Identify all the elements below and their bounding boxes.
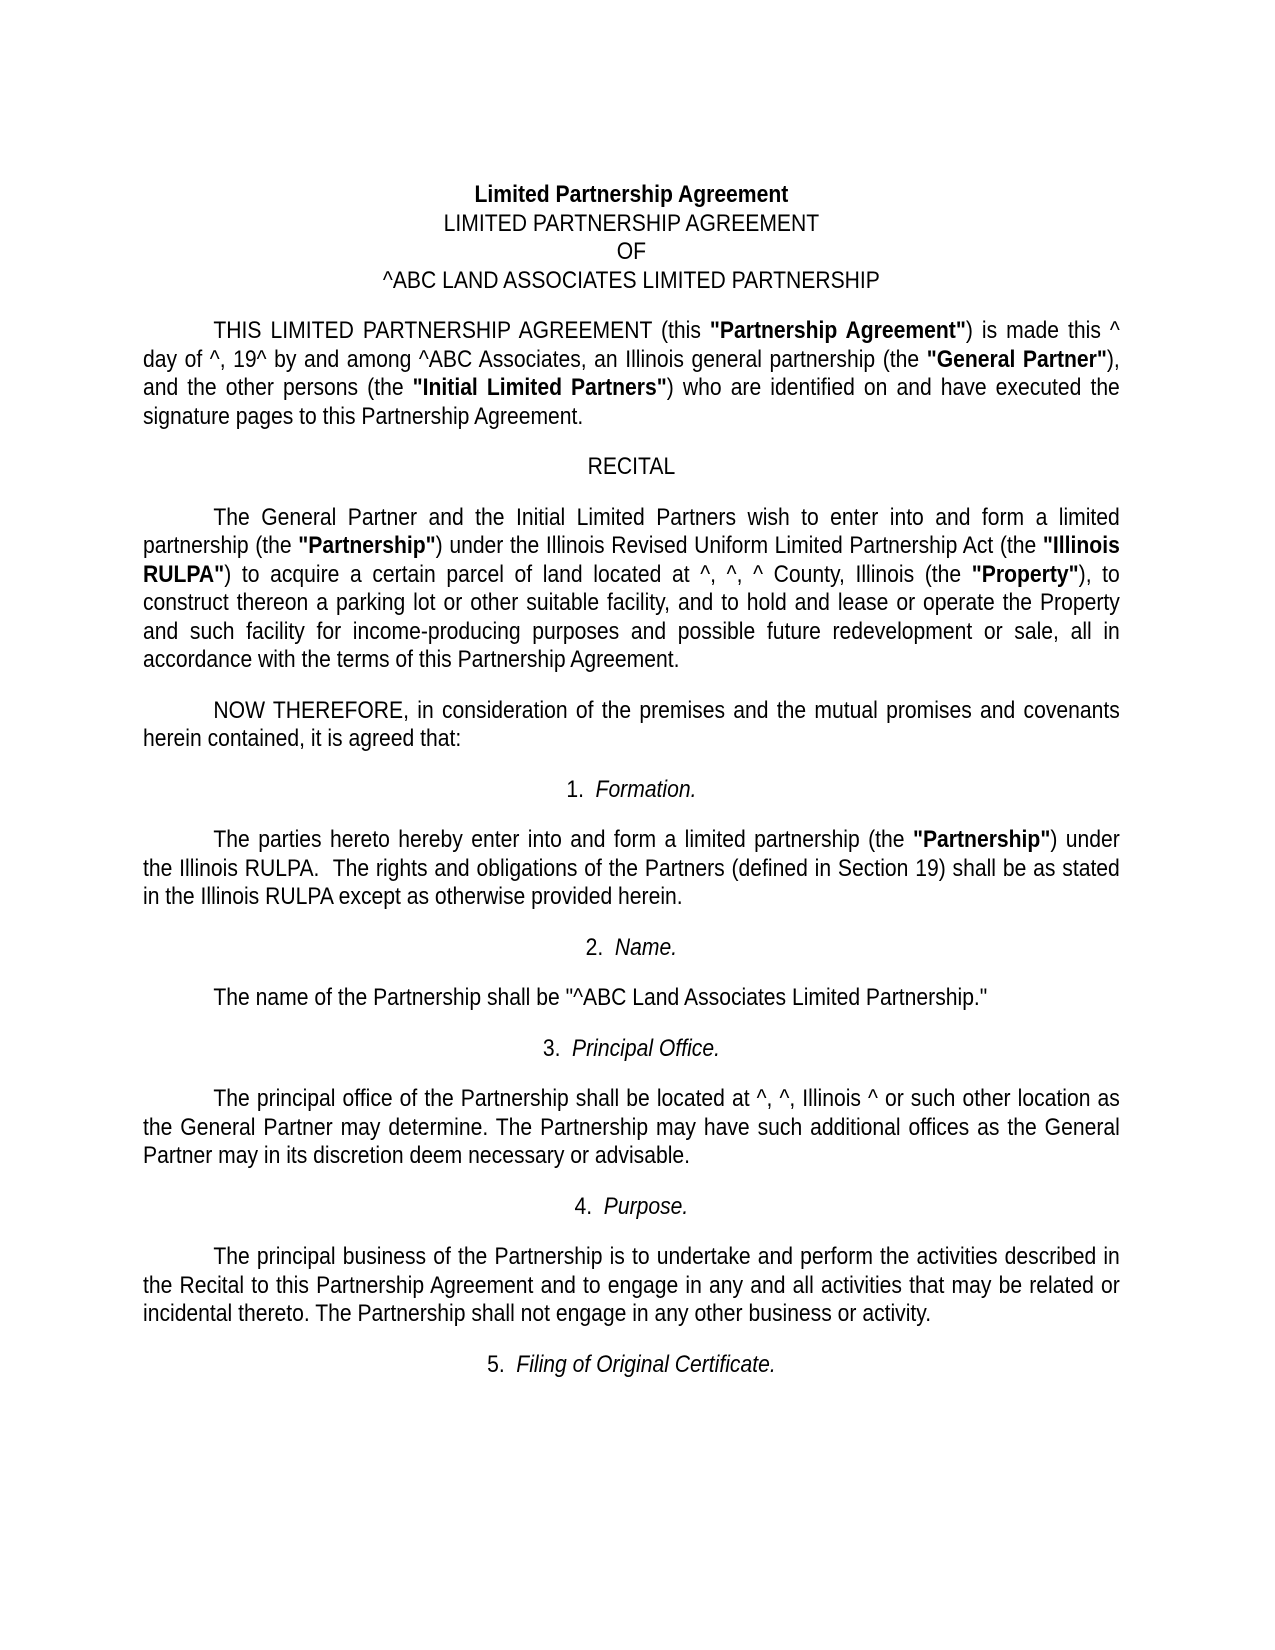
paragraph-name [143,984,1120,1013]
title-line-entity: ^ABC LAND ASSOCIATES LIMITED PARTNERSHIP [382,266,880,294]
paragraph-text: ) under the Illinois Revised Uniform Limited Partnership Act (the [435,532,1043,559]
paragraph-text: NOW THEREFORE, in consideration of the premises and the mutual promises and covenants herein contained, it is agreed that: [143,696,1120,752]
paragraph-text: The principal business of the Partnership is to undertake and perform the activities described in the Recital to this Partnership Agreement and to engage in any and all activities that may be related or incidental thereto. The Partnership shall not engage in any other business or activity. [143,1243,1120,1327]
paragraph-recital [143,504,1120,675]
section-title: Purpose. [603,1192,689,1220]
section-number: 3. [542,1034,561,1062]
defined-term: "Partnership" [298,532,436,559]
section-title: Formation. [595,775,697,803]
defined-term: "Partnership" [912,826,1051,853]
section-heading-principal-office [143,1035,1120,1064]
paragraph-text: ), to construct thereon a parking lot or other suitable facility, and to hold and lease or operate the Property and such facility for income-producing purposes and possible future redevelopment or sale, all in accordance with the terms of this Partnership Agreement. [143,560,1120,673]
defined-term: "Illinois RULPA" [143,532,1120,588]
paragraph-text: The principal office of the Partnership shall be located at ^, ^, Illinois ^ or such other location as the General Partner may determine. The Partnership may have such additional offices as the General Partner may in its discretion deem necessary or advisable. [143,1085,1120,1169]
section-title: Name. [614,933,678,961]
section-heading-formation [143,776,1120,805]
paragraph-purpose [143,1243,1120,1329]
paragraph-intro [143,317,1120,431]
paragraph-text: ) who are identified on and have executed the signature pages to this Partnership Agreement. [143,374,1120,430]
title-line-agreement: LIMITED PARTNERSHIP AGREEMENT [443,209,820,237]
paragraph-text: ), and the other persons (the [143,345,1120,401]
section-number: 2. [585,933,604,961]
section-heading-name [143,934,1120,963]
section-heading-filing-of-original-certificate [143,1351,1120,1380]
recital-heading: RECITAL [587,453,676,480]
paragraph-text: The General Partner and the Initial Limited Partners wish to enter into and form a limited partnership (the [143,503,1120,559]
paragraph-text: The parties hereto hereby enter into and form a limited partnership (the [213,826,913,853]
paragraph-text: ) under the Illinois RULPA. The rights and obligations of the Partners (defined in Section 19) shall be as stated in the Illinois RULPA except as otherwise provided herein. [143,826,1120,910]
section-number: 1. [566,775,584,803]
section-heading-purpose [143,1193,1120,1222]
document-content [143,181,1120,1379]
defined-term: "Initial Limited Partners" [412,374,667,401]
paragraph-text: ) is made this ^ day of ^, 19^ by and among ^ABC Associates, an Illinois general partnership (the [143,317,1120,373]
section-number: 5. [487,1350,505,1378]
defined-term: "Partnership Agreement" [709,317,966,344]
paragraph-text: THIS LIMITED PARTNERSHIP AGREEMENT (this [213,317,710,344]
defined-term: "General Partner" [926,345,1107,373]
paragraph-text: The name of the Partnership shall be "^ABC Land Associates Limited Partnership." [213,984,988,1011]
section-title: Principal Office. [572,1034,720,1062]
document-title: Limited Partnership Agreement [474,181,789,208]
section-number: 4. [574,1192,593,1220]
defined-term: "Property" [971,560,1079,588]
paragraph-text: ) to acquire a certain parcel of land located at ^, ^, ^ County, Illinois (the [224,560,972,588]
paragraph-now-therefore [143,697,1120,754]
title-line-of: OF [616,238,647,265]
section-title: Filing of Original Certificate. [516,1350,776,1378]
paragraph-formation [143,826,1120,912]
paragraph-principal-office [143,1085,1120,1171]
title-block [143,181,1120,295]
